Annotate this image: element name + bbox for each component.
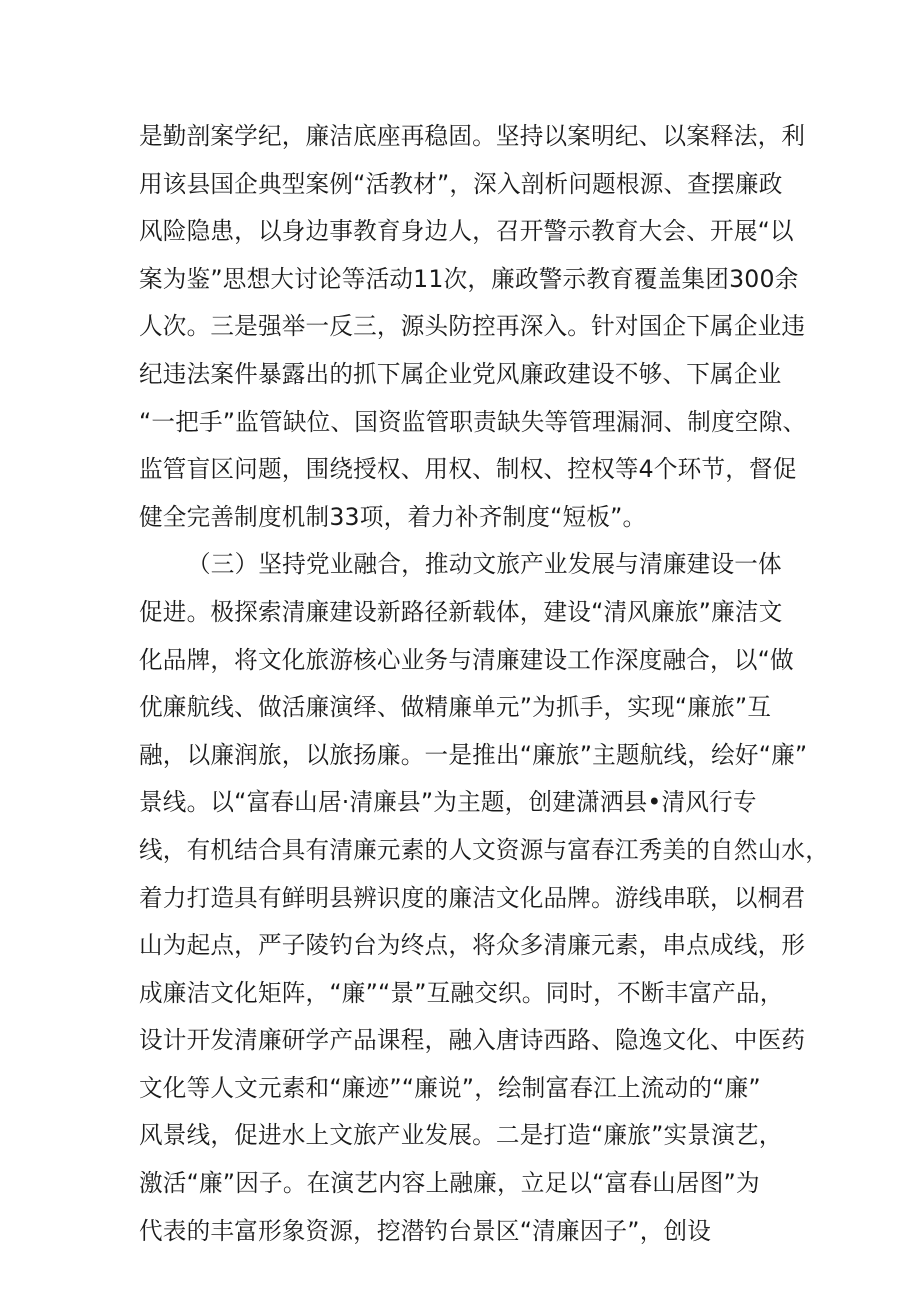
text-line: 成廉洁文化矩阵，“廉”“景”互融交织。同时，不断丰富产品， [139,978,784,1007]
text-line: 是勤剖案学纪，廉洁底座再稳固。坚持以案明纪、以案释法，利 [139,122,806,150]
text-line: 文化等人文元素和“廉迹”“廉说”，绘制富春江上流动的“廉” [139,1073,761,1102]
text-line: 风景线，促进水上文旅产业发展。二是打造“廉旅”实景演艺， [139,1121,783,1150]
text-line: 用该县国企典型案例“活教材”，深入剖析问题根源、查摆廉政 [139,169,783,198]
text-line: 案为鉴”思想大讨论等活动11次，廉政警示教育覆盖集团300余 [139,264,799,293]
text-line: 化品牌，将文化旅游核心业务与清廉建设工作深度融合，以“做 [139,645,794,674]
text-line: 纪违法案件暴露出的抓下属企业党风廉政建设不够、下属企业 [139,359,782,388]
text-line: 融，以廉润旅，以旅扬廉。一是推出“廉旅”主题航线，绘好“廉” [139,740,808,769]
text-line: 人次。三是强举一反三，源头防控再深入。针对国企下属企业违 [139,312,806,341]
text-line: 设计开发清廉研学产品课程，融入唐诗西路、隐逸文化、中医药 [139,1026,806,1055]
body-text [139,113,830,1255]
text-line: 着力打造具有鲜明县辨识度的廉洁文化品牌。游线串联，以桐君 [139,883,806,912]
text-line: 山为起点，严子陵钓台为终点，将众多清廉元素，串点成线，形 [139,931,806,960]
text-line: 促进。极探索清廉建设新路径新载体，建设“清风廉旅”廉洁文 [139,597,783,626]
text-line: 激活“廉”因子。在演艺内容上融廉，立足以“富春山居图”为 [139,1169,760,1198]
text-line: 优廉航线、做活廉演绎、做精廉单元”为抓手，实现“廉旅”互 [139,693,772,722]
text-line: 代表的丰富形象资源，挖潜钓台景区“清廉因子”，创设 [139,1216,712,1245]
text-line: 线，有机结合具有清廉元素的人文资源与富春江秀美的自然山水， [139,835,830,864]
text-line: 风险隐患，以身边事教育身边人，召开警示教育大会、开展“以 [139,217,794,246]
text-line: 健全完善制度机制33项，着力补齐制度“短板”。 [139,502,647,531]
section-heading-line: （三）坚持党业融合，推动文旅产业发展与清廉建设一体 [187,550,782,579]
text-line: “一把手”监管缺位、国资监管职责缺失等管理漏洞、制度空隙、 [139,407,807,436]
text-line: 监管盲区问题，围绕授权、用权、制权、控权等4个环节，督促 [139,455,797,484]
text-line: 景线。以“富春山居·清廉县”为主题，创建潇洒县•清风行专 [139,788,757,817]
